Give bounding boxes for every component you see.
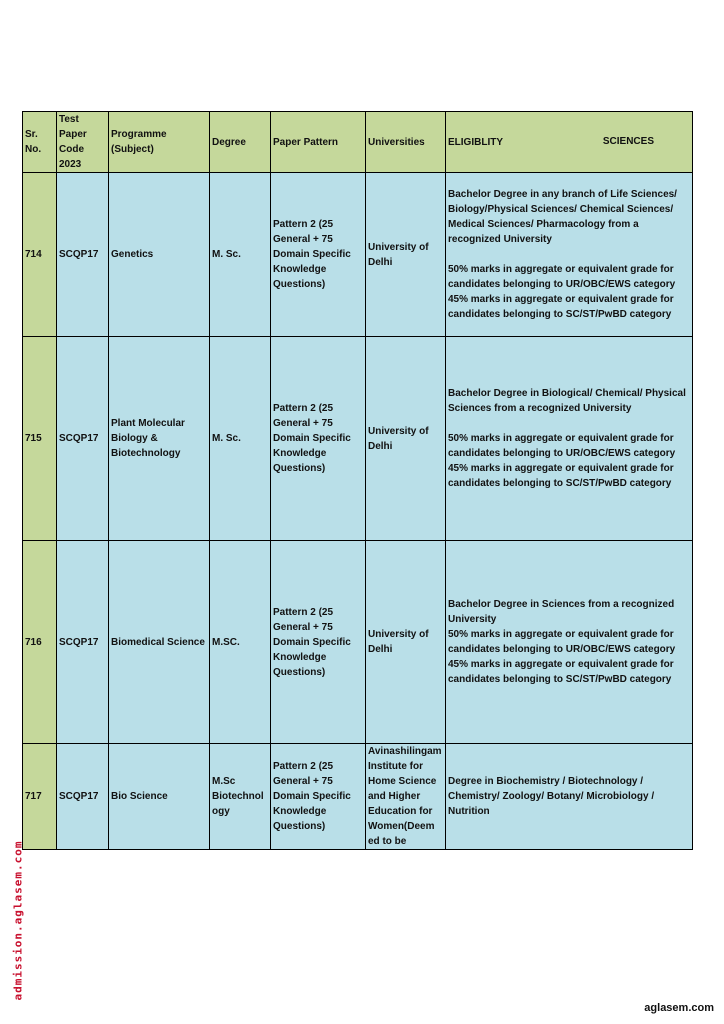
cell-code: SCQP17 — [57, 337, 109, 541]
header-paper-pattern: Paper Pattern — [271, 112, 366, 173]
cell-pattern: Pattern 2 (25 General + 75 Domain Specific Knowledge Questions) — [271, 337, 366, 541]
eligibility-text: 45% marks in aggregate or equivalent grade for candidates belonging to SC/ST/PwBD category — [448, 463, 674, 489]
cell-university: Avinashilingam Institute for Home Science and Higher Education for Women(Deem ed to be — [366, 744, 446, 850]
eligibility-text: 45% marks in aggregate or equivalent grade for candidates belonging to SC/ST/PwBD category — [448, 294, 674, 320]
header-universities: Universities — [366, 112, 446, 173]
cell-sr: 714 — [23, 173, 57, 337]
eligibility-text: Degree in Biochemistry / Biotechnology / Chemistry/ Zoology/ Botany/ Microbiology / Nutrition — [448, 776, 655, 817]
header-degree: Degree — [210, 112, 271, 173]
cell-degree: M. Sc. — [210, 173, 271, 337]
cell-university: University of Delhi — [366, 541, 446, 744]
cell-university: University of Delhi — [366, 173, 446, 337]
cell-eligibility — [446, 337, 693, 541]
watermark: admission.aglasem.com — [11, 840, 25, 1001]
cell-code: SCQP17 — [57, 173, 109, 337]
cell-sr: 716 — [23, 541, 57, 744]
table-header-row — [23, 112, 693, 173]
cell-programme: Biomedical Science — [109, 541, 210, 744]
cell-programme: Genetics — [109, 173, 210, 337]
cell-pattern: Pattern 2 (25 General + 75 Domain Specific Knowledge Questions) — [271, 744, 366, 850]
cell-degree: M. Sc. — [210, 337, 271, 541]
header-test-paper-code: Test Paper Code 2023 — [57, 112, 109, 173]
cell-pattern: Pattern 2 (25 General + 75 Domain Specific Knowledge Questions) — [271, 541, 366, 744]
cell-sr: 717 — [23, 744, 57, 850]
cell-degree: M.SC. — [210, 541, 271, 744]
cell-programme: Plant Molecular Biology & Biotechnology — [109, 337, 210, 541]
eligibility-text: 50% marks in aggregate or equivalent grade for candidates belonging to UR/OBC/EWS category — [448, 629, 676, 655]
eligibility-text: 50% marks in aggregate or equivalent grade for candidates belonging to UR/OBC/EWS category — [448, 433, 676, 459]
cell-eligibility — [446, 744, 693, 850]
eligibility-text: Bachelor Degree in Biological/ Chemical/ Physical Sciences from a recognized University — [448, 388, 686, 414]
eligibility-text: Bachelor Degree in Sciences from a recognized University — [448, 599, 675, 625]
cell-university: University of Delhi — [366, 337, 446, 541]
eligibility-table — [22, 111, 693, 850]
eligibility-text: 45% marks in aggregate or equivalent grade for candidates belonging to SC/ST/PwBD category — [448, 659, 674, 685]
cell-pattern: Pattern 2 (25 General + 75 Domain Specific Knowledge Questions) — [271, 173, 366, 337]
table-row — [23, 541, 693, 744]
table-row — [23, 173, 693, 337]
footer-site-name: aglasem.com — [644, 1002, 714, 1014]
cell-code: SCQP17 — [57, 541, 109, 744]
table-row — [23, 744, 693, 850]
header-sciences-label: SCIENCES — [602, 136, 654, 147]
table-row — [23, 337, 693, 541]
header-sr-no: Sr. No. — [23, 112, 57, 173]
header-eligibility-label: ELIGIBLITY — [448, 136, 503, 148]
cell-eligibility — [446, 541, 693, 744]
cell-degree: M.Sc Biotechnol ogy — [210, 744, 271, 850]
eligibility-text: Bachelor Degree in any branch of Life Sciences/ Biology/Physical Sciences/ Chemical Sciences/ Medical Sciences/ Pharmacology from a recognized University — [448, 189, 677, 245]
cell-sr: 715 — [23, 337, 57, 541]
cell-programme: Bio Science — [109, 744, 210, 850]
cell-eligibility — [446, 173, 693, 337]
cell-code: SCQP17 — [57, 744, 109, 850]
header-programme: Programme (Subject) — [109, 112, 210, 173]
header-eligibility — [446, 112, 693, 173]
eligibility-text: 50% marks in aggregate or equivalent grade for candidates belonging to UR/OBC/EWS category — [448, 264, 676, 290]
